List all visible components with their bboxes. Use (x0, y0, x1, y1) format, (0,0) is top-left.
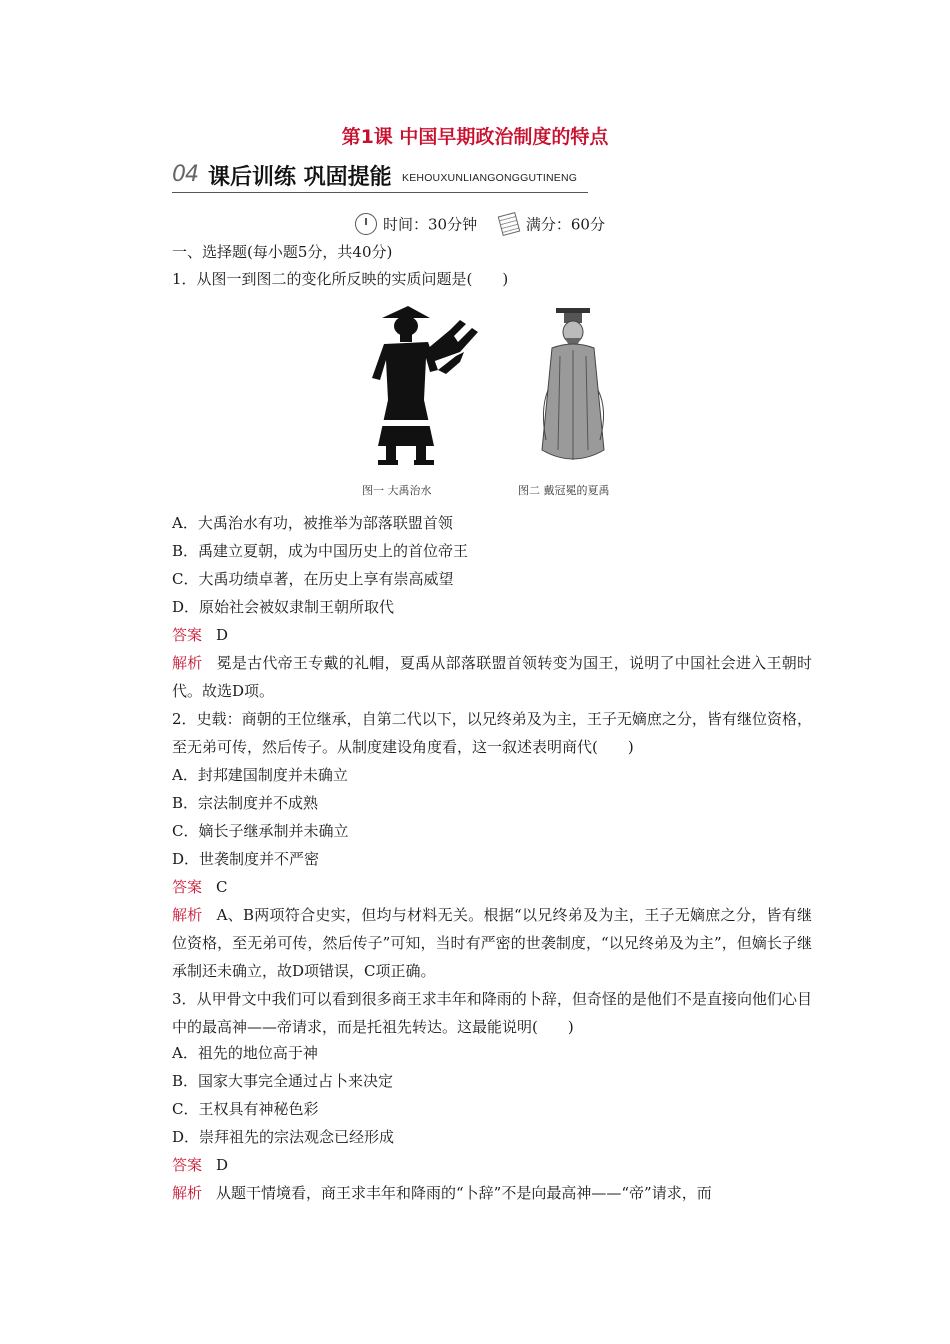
q2-stem: 2．史载：商朝的王位继承，自第二代以下，以兄终弟及为主，王子无嫡庶之分，皆有继位资格，至无弟可传，然后传子。从制度建设角度看，这一叙述表明商代( ) (172, 710, 812, 756)
q3-option-c: C．王权具有神秘色彩 (172, 1100, 319, 1118)
paper-icon (498, 212, 521, 236)
q1-analysis (172, 649, 812, 705)
q3-option-d: D．崇拜祖先的宗法观念已经形成 (172, 1128, 395, 1146)
analysis-label: 解析 (172, 1184, 203, 1202)
answer-value: C (216, 878, 228, 896)
q2-analysis (172, 901, 812, 985)
banner-rule (172, 192, 588, 193)
q3-answer (172, 1153, 228, 1177)
answer-value: D (216, 1156, 229, 1174)
time-limit: 时间：30分钟 (383, 215, 478, 234)
clock-icon (355, 213, 377, 235)
q1-stem: 1．从图一到图二的变化所反映的实质问题是( ) (172, 270, 509, 288)
q3-option-a: A．祖先的地位高于神 (172, 1044, 318, 1062)
analysis-text: 冕是古代帝王专戴的礼帽，夏禹从部落联盟首领转变为国王，说明了中国社会进入王朝时代。故选D项。 (172, 654, 812, 700)
page-title: 第1课 中国早期政治制度的特点 (341, 126, 609, 148)
q1-option-c: C．大禹功绩卓著，在历史上享有崇高威望 (172, 570, 454, 588)
q1-figures (350, 300, 630, 500)
q2-option-b: B．宗法制度并不成熟 (172, 794, 319, 812)
answer-label: 答案 (172, 626, 203, 644)
q3-option-b: B．国家大事完全通过占卜来决定 (172, 1072, 394, 1090)
analysis-text: A、B两项符合史实，但均与材料无关。根据“以兄终弟及为主，王子无嫡庶之分，皆有继位资格，至无弟可传，然后传子”可知，当时有严密的世袭制度，“以兄终弟及为主”，但嫡长子继承制还未确立，故D项错误，C项正确。 (172, 906, 812, 980)
q1-option-b: B．禹建立夏朝，成为中国历史上的首位帝王 (172, 542, 469, 560)
answer-label: 答案 (172, 878, 203, 896)
full-score: 满分：60分 (525, 215, 605, 234)
q3-stem: 3．从甲骨文中我们可以看到很多商王求丰年和降雨的卜辞，但奇怪的是他们不是直接向他们心目中的最高神——帝请求，而是托祖先转达。这最能说明( ) (172, 990, 812, 1036)
figure1-caption: 图一 大禹治水 (362, 484, 432, 497)
q1-option-a: A．大禹治水有功，被推举为部落联盟首领 (172, 514, 453, 532)
section-banner (172, 158, 602, 196)
q1-option-d: D．原始社会被奴隶制王朝所取代 (172, 598, 395, 616)
q2-option-a: A．封邦建国制度并未确立 (172, 766, 348, 784)
analysis-label: 解析 (172, 906, 203, 924)
banner-pinyin: KEHOUXUNLIANGONGGUTINENG (402, 172, 578, 184)
banner-number: 04 (172, 162, 204, 190)
banner-heading: 课后训练 巩固提能 (208, 165, 392, 190)
q2-answer (172, 875, 228, 899)
figure2-caption: 图二 戴冠冕的夏禹 (518, 484, 610, 497)
answer-label: 答案 (172, 1156, 203, 1174)
q2-option-c: C．嫡长子继承制并未确立 (172, 822, 349, 840)
section-heading: 一、选择题(每小题5分，共40分) (172, 243, 393, 261)
analysis-label: 解析 (172, 654, 203, 672)
answer-value: D (216, 626, 229, 644)
q2-option-d: D．世袭制度并不严密 (172, 850, 320, 868)
exam-meta (355, 213, 605, 235)
q3-analysis (172, 1179, 812, 1207)
figure1-yu-illustration (350, 300, 630, 480)
analysis-text: 从题干情境看，商王求丰年和降雨的“卜辞”不是向最高神——“帝”请求，而 (216, 1184, 712, 1202)
q1-answer (172, 623, 228, 647)
